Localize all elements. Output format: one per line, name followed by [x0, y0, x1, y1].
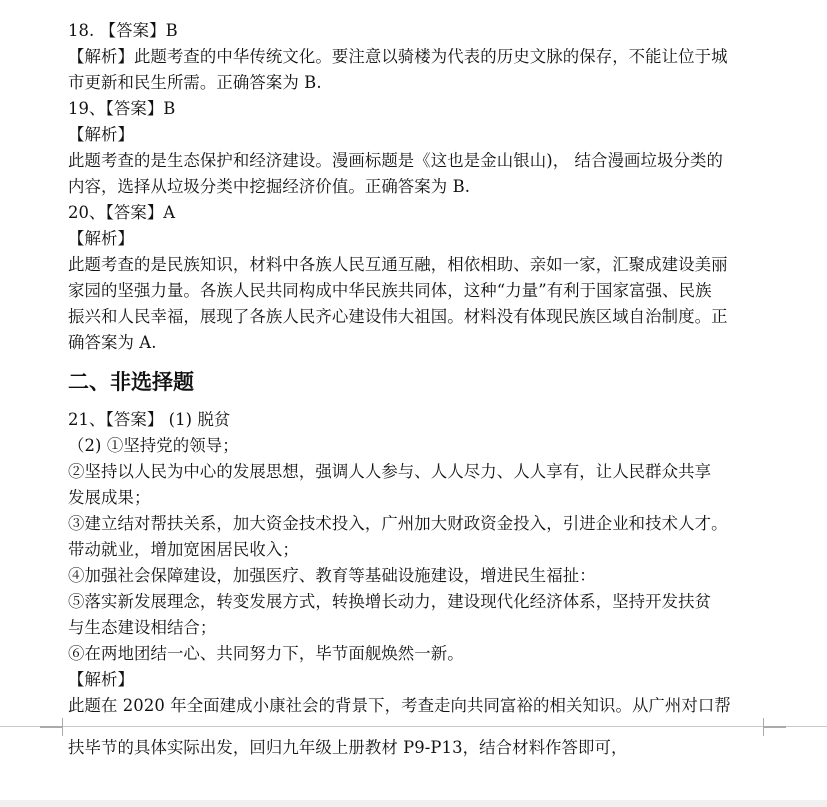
answer-21-point2-line1: ②坚持以人民为中心的发展思想，强调人人参与、人人尽力、人人享有，让人民群众共享 [68, 462, 712, 481]
page-corner-mark-right [763, 718, 786, 727]
answer-21: 21、【答案】 (1) 脱贫 [68, 410, 231, 429]
answer-21-point3-line1: ③建立结对帮扶关系，加大资金技术投入，广州加大财政资金投入，引进企业和技术人才。 [68, 514, 728, 533]
answer-18: 18. 【答案】B [68, 21, 178, 40]
answer-21-point5-line2: 与生态建设相结合； [68, 618, 217, 637]
answer-21-point5-line1: ⑤落实新发展理念，转变发展方式，转换增长动力，建设现代化经济体系，坚持开发扶贫 [68, 592, 712, 611]
answer-19: 19、【答案】B [68, 99, 176, 118]
analysis-20-line3: 振兴和人民幸福，展现了各族人民齐心建设伟大祖国。材料没有体现民族区域自治制度。正 [68, 307, 728, 326]
analysis-20-line2: 家园的坚强力量。各族人民共同构成中华民族共同体，这种“力量”有利于国家富强、民族 [68, 281, 712, 300]
page-break [0, 726, 827, 727]
analysis-18-line2: 市更新和民生所需。正确答案为 B. [68, 73, 322, 92]
analysis-20-line4: 确答案为 A. [68, 333, 157, 352]
page-corner-mark-left-next [40, 727, 63, 736]
analysis-19-line1: 此题考查的是生态保护和经济建设。漫画标题是《这也是金山银山)， 结合漫画垃圾分类的 [68, 151, 723, 170]
answer-21-point3-line2: 带动就业，增加宽困居民收入； [68, 540, 299, 559]
analysis-19-line2: 内容，选择从垃圾分类中挖掘经济价值。正确答案为 B. [68, 177, 471, 196]
analysis-18-line1: 【解析】此题考查的中华传统文化。要注意以骑楼为代表的历史文脉的保存，不能让位于城 [68, 47, 728, 66]
analysis-21-line2: 扶毕节的具体实际出发，回归九年级上册教材 P9-P13，结合材料作答即可， [68, 738, 628, 757]
bottom-gutter [0, 800, 827, 807]
analysis-19-label: 【解析】 [68, 125, 134, 144]
answer-21-point4: ④加强社会保障建设，加强医疗、教育等基础设施建设，增进民生福扯： [68, 566, 596, 585]
section-heading: 二、非选择题 [68, 370, 194, 394]
answer-21-point1: （2) ①坚持党的领导； [68, 436, 239, 455]
answer-21-point6: ⑥在两地团结一心、共同努力下，毕节面舰焕然一新。 [68, 644, 464, 663]
analysis-20-line1: 此题考查的是民族知识，材料中各族人民互通互融，相依相助、亲如一家，汇聚成建设美丽 [68, 255, 728, 274]
page-corner-mark-left [40, 718, 63, 727]
analysis-21-line1: 此题在 2020 年全面建成小康社会的背景下，考查走向共同富裕的相关知识。从广州对口帮 [68, 696, 731, 715]
answer-20: 20、【答案】A [68, 203, 176, 222]
page-corner-mark-right-next [763, 727, 786, 736]
analysis-20-label: 【解析】 [68, 229, 134, 248]
answer-21-point2-line2: 发展成果； [68, 488, 151, 507]
analysis-21-label: 【解析】 [68, 670, 134, 689]
